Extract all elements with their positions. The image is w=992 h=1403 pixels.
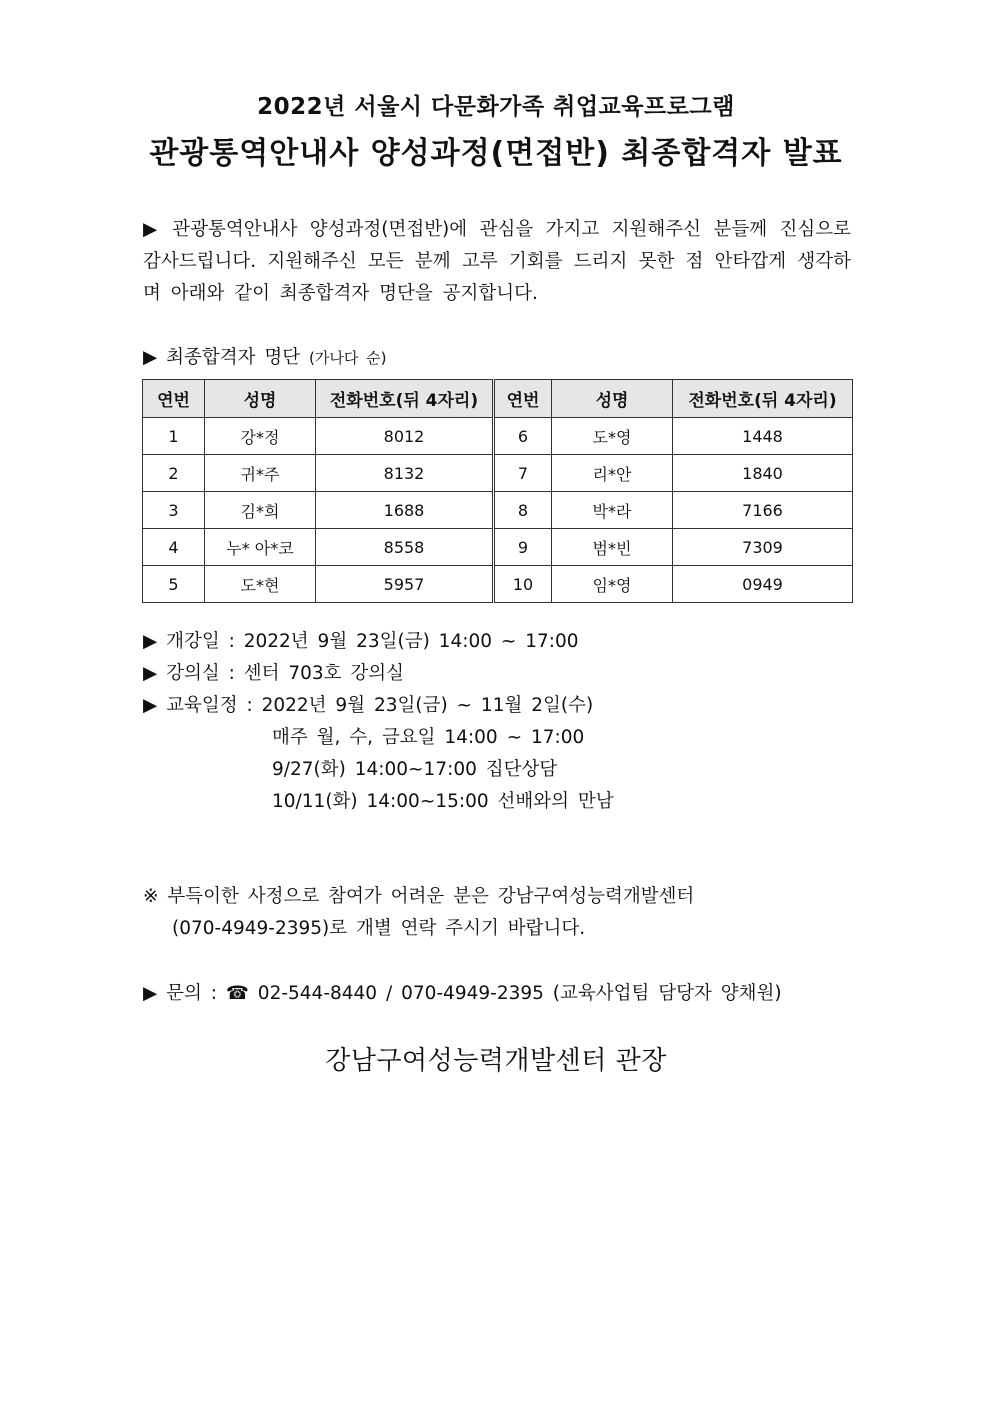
contact-label: ▶ 문의 : bbox=[143, 983, 217, 1004]
list-heading-note: (가나다 순) bbox=[308, 349, 387, 367]
cell-name: 누* 아*코 bbox=[205, 529, 316, 566]
notice-line-1: ※ 부득이한 사정으로 참여가 어려운 분은 강남구여성능력개발센터 bbox=[143, 886, 695, 907]
table-header-row bbox=[143, 380, 853, 418]
cell-no: 5 bbox=[143, 566, 205, 603]
cell-name: 도*영 bbox=[552, 418, 673, 455]
intro-paragraph: ▶ 관광통역안내사 양성과정(면접반)에 관심을 가지고 지원해주신 분들께 진심으로 감사드립니다. 지원해주신 모든 분께 고루 기회를 드리지 못한 점 안타깝게 생각하며 아래와 같이 최종합격자 명단을 공지합니다. bbox=[143, 219, 851, 304]
cell-name: 강*정 bbox=[205, 418, 316, 455]
schedule-event-counseling: 9/27(화) 14:00~17:00 집단상담 bbox=[272, 759, 558, 780]
cell-name: 박*라 bbox=[552, 492, 673, 529]
table-row bbox=[143, 566, 853, 603]
signature: 강남구여성능력개발센터 관장 bbox=[325, 1046, 667, 1076]
cell-name: 임*영 bbox=[552, 566, 673, 603]
cell-phone: 1688 bbox=[316, 492, 494, 529]
cell-no: 7 bbox=[494, 455, 552, 492]
title-line-2: 관광통역안내사 양성과정(면접반) 최종합격자 발표 bbox=[149, 136, 843, 171]
header-name: 성명 bbox=[205, 380, 316, 418]
education-period: ▶ 교육일정 : 2022년 9월 23일(금) ~ 11월 2일(수) bbox=[143, 695, 594, 716]
cell-name: 김*희 bbox=[205, 492, 316, 529]
header-name: 성명 bbox=[552, 380, 673, 418]
cell-no: 8 bbox=[494, 492, 552, 529]
weekly-schedule: 매주 월, 수, 금요일 14:00 ~ 17:00 bbox=[272, 727, 585, 748]
cell-phone: 7166 bbox=[673, 492, 853, 529]
list-heading bbox=[143, 343, 386, 369]
table-row bbox=[143, 529, 853, 566]
list-heading-label: ▶ 최종합격자 명단 bbox=[143, 347, 301, 368]
contact-info bbox=[143, 979, 782, 1005]
cell-no: 2 bbox=[143, 455, 205, 492]
notice-line-2: (070-4949-2395)로 개별 연락 주시기 바랍니다. bbox=[172, 918, 586, 939]
cell-name: 범*빈 bbox=[552, 529, 673, 566]
cell-no: 10 bbox=[494, 566, 552, 603]
cell-phone: 5957 bbox=[316, 566, 494, 603]
header-no: 연번 bbox=[494, 380, 552, 418]
cell-no: 3 bbox=[143, 492, 205, 529]
cell-name: 도*현 bbox=[205, 566, 316, 603]
contact-numbers: 02-544-8440 / 070-4949-2395 (교육사업팀 담당자 양채원) bbox=[257, 983, 782, 1004]
cell-name: 귀*주 bbox=[205, 455, 316, 492]
cell-no: 6 bbox=[494, 418, 552, 455]
classroom: ▶ 강의실 : 센터 703호 강의실 bbox=[143, 663, 405, 684]
cell-phone: 7309 bbox=[673, 529, 853, 566]
cell-phone: 0949 bbox=[673, 566, 853, 603]
cell-phone: 8012 bbox=[316, 418, 494, 455]
table-row bbox=[143, 492, 853, 529]
cell-no: 9 bbox=[494, 529, 552, 566]
cell-phone: 1840 bbox=[673, 455, 853, 492]
cell-no: 4 bbox=[143, 529, 205, 566]
successful-candidates-table bbox=[142, 379, 853, 603]
cell-no: 1 bbox=[143, 418, 205, 455]
phone-icon: ☎ bbox=[225, 983, 249, 1004]
cell-phone: 1448 bbox=[673, 418, 853, 455]
schedule-event-alumni: 10/11(화) 14:00~15:00 선배와의 만남 bbox=[272, 791, 614, 812]
header-phone: 전화번호(뒤 4자리) bbox=[316, 380, 494, 418]
cell-name: 리*안 bbox=[552, 455, 673, 492]
header-no: 연번 bbox=[143, 380, 205, 418]
opening-date: ▶ 개강일 : 2022년 9월 23일(금) 14:00 ~ 17:00 bbox=[143, 631, 579, 652]
cell-phone: 8558 bbox=[316, 529, 494, 566]
cell-phone: 8132 bbox=[316, 455, 494, 492]
table-row bbox=[143, 418, 853, 455]
table-row bbox=[143, 455, 853, 492]
title-line-1: 2022년 서울시 다문화가족 취업교육프로그램 bbox=[257, 94, 735, 120]
header-phone: 전화번호(뒤 4자리) bbox=[673, 380, 853, 418]
